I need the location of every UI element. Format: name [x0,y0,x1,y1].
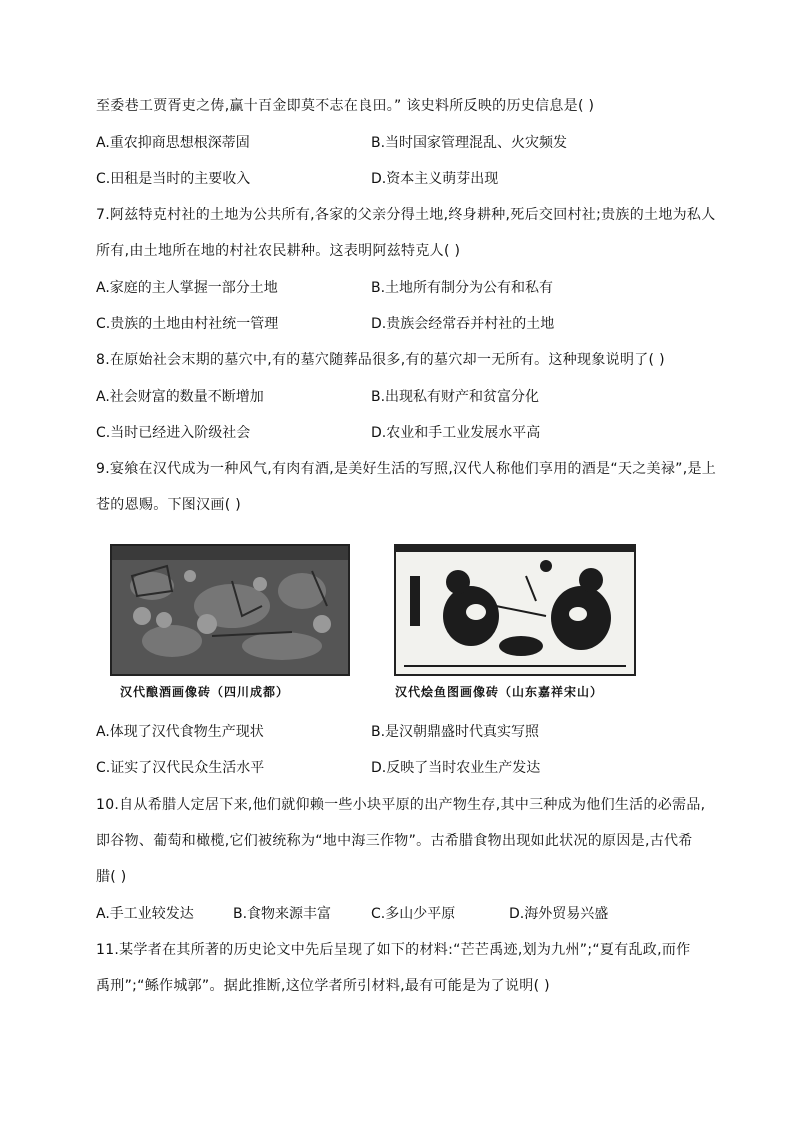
q9-option-a: A.体现了汉代食物生产现状 [96,724,264,740]
fish-cooking-relief-caption: 汉代烩鱼图画像砖（山东嘉祥宋山） [395,685,604,699]
q11-text-line1: 11.某学者在其所著的历史论文中先后呈现了如下的材料:“芒芒禹迹,划为九州”;“夏有乱政,而作 [96,942,691,958]
q6-option-c: C.田租是当时的主要收入 [96,171,251,187]
q6-text-tail: 至委巷工贾胥吏之俦,赢十百金即莫不志在良田。” 该史料所反映的历史信息是( ) [96,98,595,114]
q6-option-d: D.资本主义萌芽出现 [371,171,499,187]
q7-option-b: B.土地所有制分为公有和私有 [371,280,554,296]
q8-option-d: D.农业和手工业发展水平高 [371,425,541,441]
q8-option-a: A.社会财富的数量不断增加 [96,389,264,405]
q10-option-a: A.手工业较发达 [96,906,194,922]
q8-option-c: C.当时已经进入阶级社会 [96,425,251,441]
brewing-relief-caption: 汉代酿酒画像砖（四川成都） [120,685,290,699]
q10-option-b: B.食物来源丰富 [233,906,332,922]
q9-text-line1: 9.宴飨在汉代成为一种风气,有肉有酒,是美好生活的写照,汉代人称他们享用的酒是“天之美禄”,是上 [96,461,717,477]
q10-text-line3: 腊( ) [96,869,127,885]
q10-option-c: C.多山少平原 [371,906,456,922]
q7-text-line1: 7.阿兹特克村社的土地为公共所有,各家的父亲分得土地,终身耕种,死后交回村社;贵族的土地为私人 [96,207,716,223]
fish-cooking-relief-image [394,544,636,676]
q9-text-line2: 苍的恩赐。下图汉画( ) [96,497,241,513]
q9-option-c: C.证实了汉代民众生活水平 [96,760,265,776]
q9-option-b: B.是汉朝鼎盛时代真实写照 [371,724,540,740]
brewing-relief-image [110,544,350,676]
q10-option-d: D.海外贸易兴盛 [509,906,609,922]
q11-text-line2: 禹刑”;“鲧作城郭”。据此推断,这位学者所引材料,最有可能是为了说明( ) [96,978,550,994]
q8-option-b: B.出现私有财产和贫富分化 [371,389,540,405]
q6-option-a: A.重农抑商思想根深蒂固 [96,135,250,151]
q7-option-c: C.贵族的土地由村社统一管理 [96,316,279,332]
q7-option-a: A.家庭的主人掌握一部分土地 [96,280,278,296]
q10-text-line1: 10.自从希腊人定居下来,他们就仰赖一些小块平原的出产物生存,其中三种成为他们生活的必需品, [96,797,706,813]
q7-option-d: D.贵族会经常吞并村社的土地 [371,316,555,332]
q6-option-b: B.当时国家管理混乱、火灾频发 [371,135,568,151]
q10-text-line2: 即谷物、葡萄和橄榄,它们被统称为“地中海三作物”。古希腊食物出现如此状况的原因是,古代希 [96,833,693,849]
q9-option-d: D.反映了当时农业生产发达 [371,760,541,776]
q8-text-line1: 8.在原始社会末期的墓穴中,有的墓穴随葬品很多,有的墓穴却一无所有。这种现象说明了( ) [96,352,665,368]
q7-text-line2: 所有,由土地所在地的村社农民耕种。这表明阿兹特克人( ) [96,243,461,259]
